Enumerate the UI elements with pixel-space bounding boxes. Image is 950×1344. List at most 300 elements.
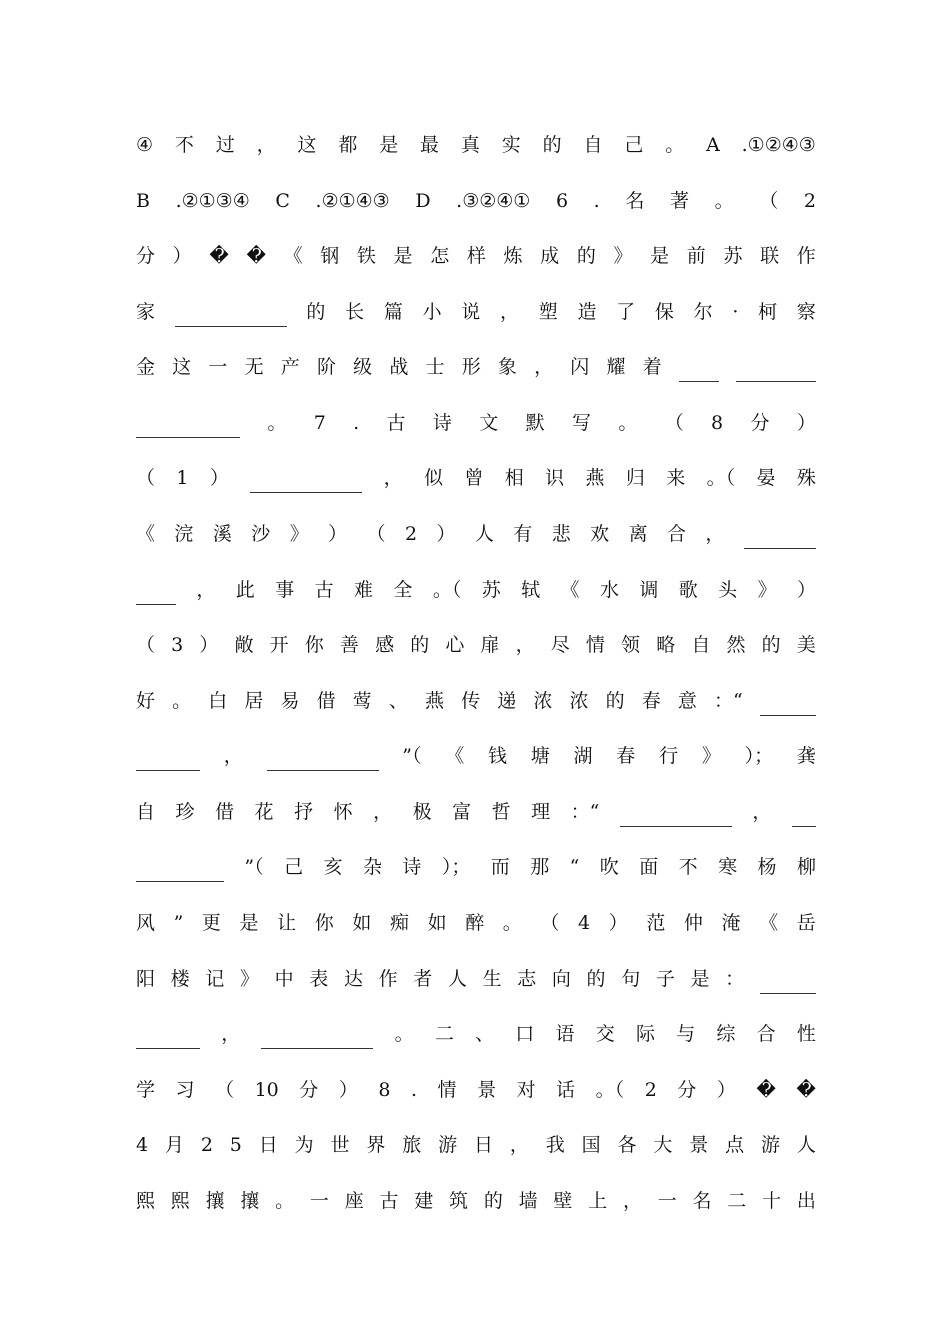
text-token: ） bbox=[172, 245, 192, 267]
text-token: 座 bbox=[344, 1190, 364, 1212]
text-token: 熙 bbox=[136, 1190, 156, 1212]
text-line-8 bbox=[136, 518, 816, 550]
text-token: 8 bbox=[711, 412, 724, 434]
text-token: 借 bbox=[215, 801, 235, 823]
text-token: 晏 bbox=[756, 467, 776, 489]
text-token: 塑 bbox=[538, 301, 558, 323]
text-token: 自 bbox=[691, 634, 711, 656]
text-line-4 bbox=[136, 296, 816, 328]
text-token: 是 bbox=[393, 245, 413, 267]
text-token: 《 bbox=[136, 523, 156, 545]
text-token: 尽 bbox=[550, 634, 570, 656]
text-line-12 bbox=[136, 740, 816, 772]
text-token: ：“ bbox=[570, 801, 600, 823]
text-token: 离 bbox=[628, 523, 648, 545]
text-token: 作 bbox=[796, 245, 816, 267]
text-token: 莺 bbox=[352, 690, 372, 712]
text-token: .②①④③ bbox=[315, 190, 390, 212]
text-token: 的 bbox=[542, 134, 562, 156]
text-token: （ bbox=[136, 467, 156, 489]
text-token: 成 bbox=[540, 245, 560, 267]
text-token: 子 bbox=[655, 968, 675, 990]
text-token: 燕 bbox=[585, 467, 605, 489]
text-token: 事 bbox=[275, 579, 295, 601]
text-token: 行 bbox=[659, 745, 679, 767]
text-token: 。（ bbox=[706, 467, 736, 489]
text-token: 分 bbox=[677, 1079, 697, 1101]
text-token: A bbox=[706, 134, 720, 156]
text-token: 理 bbox=[531, 801, 551, 823]
text-token: 。 bbox=[665, 134, 685, 156]
text-token: 吹 bbox=[599, 856, 619, 878]
text-token: 溪 bbox=[212, 523, 232, 545]
text-token: 4 bbox=[578, 912, 591, 934]
text-token: 。 bbox=[394, 1023, 414, 1045]
text-token: 苏 bbox=[723, 245, 743, 267]
text-token: 借 bbox=[316, 690, 336, 712]
text-token: 生 bbox=[482, 968, 502, 990]
text-token: 己 bbox=[624, 134, 644, 156]
text-token: 阶 bbox=[316, 356, 336, 378]
text-token: 象 bbox=[497, 356, 517, 378]
text-token: 难 bbox=[354, 579, 374, 601]
text-token: 不 bbox=[678, 856, 698, 878]
text-token: 为 bbox=[294, 1134, 314, 1156]
text-token: 交 bbox=[595, 1023, 615, 1045]
text-token: 调 bbox=[639, 579, 659, 601]
answer-blank bbox=[736, 361, 816, 382]
text-token: ， bbox=[705, 523, 725, 545]
text-token: 熙 bbox=[170, 1190, 190, 1212]
text-token: 性 bbox=[796, 1023, 816, 1045]
text-token: 》 bbox=[289, 523, 309, 545]
text-token: 。 bbox=[502, 912, 522, 934]
text-token: 哲 bbox=[491, 801, 511, 823]
text-token: 真 bbox=[460, 134, 480, 156]
text-token: ） bbox=[796, 579, 816, 601]
text-token: 景 bbox=[689, 1134, 709, 1156]
text-token: 8 bbox=[378, 1079, 391, 1101]
text-token: 苏 bbox=[481, 579, 501, 601]
text-token: ， bbox=[752, 801, 772, 823]
text-token: 着 bbox=[642, 356, 662, 378]
text-token: 造 bbox=[577, 301, 597, 323]
text-line-6 bbox=[136, 407, 816, 439]
text-token: ， bbox=[500, 301, 520, 323]
text-token: 出 bbox=[796, 1190, 816, 1212]
text-token: 诗 bbox=[402, 856, 422, 878]
text-token: 是 bbox=[690, 968, 710, 990]
text-token: 3 bbox=[171, 634, 184, 656]
text-token: 长 bbox=[345, 301, 365, 323]
text-token: 此 bbox=[235, 579, 255, 601]
text-token: 感 bbox=[375, 634, 395, 656]
text-token: 的 bbox=[761, 634, 781, 656]
answer-blank bbox=[136, 584, 176, 605]
text-token: 怀 bbox=[333, 801, 353, 823]
text-token: 识 bbox=[545, 467, 565, 489]
text-token: ） bbox=[796, 412, 816, 434]
text-token: 景 bbox=[477, 1079, 497, 1101]
text-token: 攘 bbox=[205, 1190, 225, 1212]
text-token: 而 bbox=[490, 856, 510, 878]
text-token: 痴 bbox=[389, 912, 409, 934]
text-token: 富 bbox=[452, 801, 472, 823]
text-token: ， bbox=[383, 467, 403, 489]
text-token: 。 bbox=[172, 690, 192, 712]
text-token: 燕 bbox=[425, 690, 445, 712]
text-token: ： bbox=[725, 968, 745, 990]
text-token: 似 bbox=[423, 467, 443, 489]
text-token: 《 bbox=[445, 745, 465, 767]
text-line-16 bbox=[136, 963, 816, 995]
answer-blank bbox=[261, 1028, 373, 1049]
text-token: 5 bbox=[229, 1134, 242, 1156]
text-token: 向 bbox=[551, 968, 571, 990]
text-line-17 bbox=[136, 1018, 816, 1050]
answer-blank bbox=[136, 861, 224, 882]
text-token: （ bbox=[540, 912, 560, 934]
text-token: .③②④① bbox=[456, 190, 531, 212]
text-token: 。 bbox=[275, 1190, 295, 1212]
text-token: 人 bbox=[447, 968, 467, 990]
text-token: 柯 bbox=[758, 301, 778, 323]
text-token: B bbox=[136, 190, 150, 212]
text-token: 攘 bbox=[240, 1190, 260, 1212]
text-line-1 bbox=[136, 129, 816, 161]
text-token: 合 bbox=[756, 1023, 776, 1045]
text-token: D bbox=[415, 190, 431, 212]
text-token: 杨 bbox=[757, 856, 777, 878]
text-token: （ bbox=[759, 190, 779, 212]
text-token: ） bbox=[436, 523, 456, 545]
text-token: � bbox=[209, 245, 229, 267]
text-token: 句 bbox=[621, 968, 641, 990]
text-token: ） bbox=[209, 467, 229, 489]
text-token: 月 bbox=[164, 1134, 184, 1156]
text-token: 古 bbox=[379, 1190, 399, 1212]
text-token: ） bbox=[338, 1079, 358, 1101]
answer-blank bbox=[620, 806, 732, 827]
text-line-3 bbox=[136, 240, 816, 272]
text-token: 炼 bbox=[503, 245, 523, 267]
text-token: . bbox=[410, 1079, 418, 1101]
text-token: 2 bbox=[404, 523, 418, 545]
text-token: C bbox=[275, 190, 290, 212]
text-token: 名 bbox=[625, 190, 645, 212]
text-token: 诗 bbox=[432, 412, 452, 434]
answer-blank bbox=[760, 695, 816, 716]
text-token: 产 bbox=[280, 356, 300, 378]
text-token: 的 bbox=[410, 634, 430, 656]
answer-blank bbox=[250, 472, 362, 493]
text-token: 岳 bbox=[796, 912, 816, 934]
text-token: 建 bbox=[414, 1190, 434, 1212]
text-token: 敞 bbox=[234, 634, 254, 656]
text-token: 湖 bbox=[573, 745, 593, 767]
answer-blank bbox=[744, 528, 816, 549]
text-token: 悲 bbox=[551, 523, 571, 545]
text-token: · bbox=[732, 301, 739, 323]
text-token: 级 bbox=[353, 356, 373, 378]
text-token: . bbox=[353, 412, 360, 434]
text-token: （ bbox=[136, 634, 156, 656]
text-token: 是 bbox=[379, 134, 399, 156]
text-token: 殊 bbox=[796, 467, 816, 489]
text-line-5 bbox=[136, 351, 816, 383]
text-token: 文 bbox=[479, 412, 499, 434]
text-token: ， bbox=[256, 134, 276, 156]
text-token: 各 bbox=[617, 1134, 637, 1156]
text-line-11 bbox=[136, 685, 816, 717]
text-token: 情 bbox=[437, 1079, 457, 1101]
text-token: 春 bbox=[641, 690, 661, 712]
text-token: ， bbox=[223, 745, 243, 767]
text-token: 尔 bbox=[693, 301, 713, 323]
text-token: 1 bbox=[176, 467, 189, 489]
text-token: 极 bbox=[412, 801, 432, 823]
text-token: 》 bbox=[239, 968, 259, 990]
text-token: 情 bbox=[585, 634, 605, 656]
text-token: 更 bbox=[201, 912, 221, 934]
text-token: 金 bbox=[136, 356, 156, 378]
text-token: 春 bbox=[616, 745, 636, 767]
text-token: ④ bbox=[136, 134, 154, 156]
text-token: 与 bbox=[676, 1023, 696, 1045]
text-token: � bbox=[796, 1079, 816, 1101]
text-token: 醉 bbox=[465, 912, 485, 934]
text-token: 界 bbox=[366, 1134, 386, 1156]
text-token: 大 bbox=[653, 1134, 673, 1156]
text-token: 》 bbox=[757, 579, 777, 601]
text-token: 世 bbox=[330, 1134, 350, 1156]
text-token: 作 bbox=[378, 968, 398, 990]
text-token: 游 bbox=[438, 1134, 458, 1156]
text-token: ） bbox=[199, 634, 219, 656]
text-token: 我 bbox=[545, 1134, 565, 1156]
text-token: 古 bbox=[314, 579, 334, 601]
text-token: 了 bbox=[616, 301, 636, 323]
text-token: 说 bbox=[461, 301, 481, 323]
text-token: 让 bbox=[277, 912, 297, 934]
answer-blank bbox=[792, 806, 816, 827]
text-token: 不 bbox=[174, 134, 194, 156]
text-token: ， bbox=[515, 634, 535, 656]
text-token: 归 bbox=[625, 467, 645, 489]
text-token: （ bbox=[664, 412, 684, 434]
text-token: 如 bbox=[352, 912, 372, 934]
answer-blank bbox=[136, 1028, 200, 1049]
answer-blank bbox=[679, 361, 719, 382]
text-token: 过 bbox=[215, 134, 235, 156]
text-token: 都 bbox=[338, 134, 358, 156]
text-token: 全 bbox=[393, 579, 413, 601]
text-token: 人 bbox=[474, 523, 494, 545]
text-token: 实 bbox=[501, 134, 521, 156]
text-token: ， bbox=[622, 1190, 642, 1212]
text-token: 学 bbox=[136, 1079, 156, 1101]
text-token: 分 bbox=[136, 245, 156, 267]
text-token: 风 bbox=[136, 912, 156, 934]
text-line-7 bbox=[136, 462, 816, 494]
text-token: 杂 bbox=[362, 856, 382, 878]
text-token: 10 bbox=[254, 1079, 279, 1101]
text-token: 白 bbox=[208, 690, 228, 712]
text-token: 这 bbox=[297, 134, 317, 156]
text-token: 你 bbox=[314, 912, 334, 934]
text-token: 抒 bbox=[294, 801, 314, 823]
text-token: 怎 bbox=[430, 245, 450, 267]
text-token: 如 bbox=[427, 912, 447, 934]
text-token: 人 bbox=[796, 1134, 816, 1156]
text-token: 美 bbox=[796, 634, 816, 656]
text-token: . bbox=[593, 190, 600, 212]
text-token: 表 bbox=[309, 968, 329, 990]
text-token: � bbox=[246, 245, 266, 267]
text-token: 上 bbox=[588, 1190, 608, 1212]
text-token: 范 bbox=[646, 912, 666, 934]
text-token: 沙 bbox=[251, 523, 271, 545]
text-token: 面 bbox=[639, 856, 659, 878]
text-token: 分 bbox=[750, 412, 770, 434]
text-token: 浓 bbox=[569, 690, 589, 712]
text-token: 阳 bbox=[136, 968, 156, 990]
text-token: 一 bbox=[309, 1190, 329, 1212]
text-token: .①②④③ bbox=[741, 134, 816, 156]
text-token: 《 bbox=[759, 912, 779, 934]
text-line-9 bbox=[136, 574, 816, 606]
text-token: 2 bbox=[200, 1134, 213, 1156]
text-token: .②①③④ bbox=[175, 190, 250, 212]
answer-blank bbox=[267, 750, 379, 771]
text-token: ”（ bbox=[402, 745, 422, 767]
text-token: ， bbox=[221, 1023, 241, 1045]
text-line-19 bbox=[136, 1129, 816, 1161]
text-token: 的 bbox=[306, 301, 326, 323]
text-token: 对 bbox=[516, 1079, 536, 1101]
text-token: 7 bbox=[313, 412, 326, 434]
text-line-10 bbox=[136, 629, 816, 661]
text-token: 那 bbox=[530, 856, 550, 878]
text-token: 。 bbox=[267, 412, 287, 434]
text-token: 旅 bbox=[402, 1134, 422, 1156]
text-token: 自 bbox=[583, 134, 603, 156]
text-token: 递 bbox=[497, 690, 517, 712]
text-token: 欢 bbox=[590, 523, 610, 545]
text-token: 志 bbox=[517, 968, 537, 990]
text-token: 心 bbox=[445, 634, 465, 656]
text-token: 扉 bbox=[480, 634, 500, 656]
text-token: 写 bbox=[571, 412, 591, 434]
text-token: 寒 bbox=[718, 856, 738, 878]
text-token: 水 bbox=[599, 579, 619, 601]
text-token: 花 bbox=[254, 801, 274, 823]
text-token: 珍 bbox=[175, 801, 195, 823]
text-token: 是 bbox=[650, 245, 670, 267]
text-token: 淹 bbox=[721, 912, 741, 934]
text-token: 士 bbox=[425, 356, 445, 378]
text-line-13 bbox=[136, 796, 816, 828]
text-token: 、 bbox=[475, 1023, 495, 1045]
text-token: 亥 bbox=[323, 856, 343, 878]
text-token: 筑 bbox=[449, 1190, 469, 1212]
text-token: 无 bbox=[244, 356, 264, 378]
answer-blank bbox=[175, 306, 287, 327]
text-token: 善 bbox=[339, 634, 359, 656]
text-token: 开 bbox=[269, 634, 289, 656]
text-token: 综 bbox=[716, 1023, 736, 1045]
text-token: 记 bbox=[205, 968, 225, 990]
text-token: 钢 bbox=[320, 245, 340, 267]
text-token: 名 bbox=[692, 1190, 712, 1212]
text-token: 前 bbox=[686, 245, 706, 267]
text-token: 小 bbox=[422, 301, 442, 323]
text-token: 有 bbox=[513, 523, 533, 545]
text-token: 浓 bbox=[533, 690, 553, 712]
text-token: 塘 bbox=[530, 745, 550, 767]
text-token: 口 bbox=[515, 1023, 535, 1045]
text-token: 头 bbox=[718, 579, 738, 601]
text-token: 话 bbox=[556, 1079, 576, 1101]
text-token: 这 bbox=[172, 356, 192, 378]
text-line-18 bbox=[136, 1074, 816, 1106]
text-token: 好 bbox=[136, 690, 156, 712]
text-token: 的 bbox=[576, 245, 596, 267]
text-token: ”（ bbox=[244, 856, 264, 878]
text-token: ， bbox=[373, 801, 393, 823]
text-line-14 bbox=[136, 851, 816, 883]
text-token: 耀 bbox=[606, 356, 626, 378]
text-line-2 bbox=[136, 185, 816, 217]
text-token: 闪 bbox=[570, 356, 590, 378]
text-token: 游 bbox=[760, 1134, 780, 1156]
text-token: ） bbox=[608, 912, 628, 934]
text-token: ） bbox=[328, 523, 348, 545]
answer-blank bbox=[136, 417, 240, 438]
text-token: 的 bbox=[483, 1190, 503, 1212]
text-token: 2 bbox=[644, 1079, 657, 1101]
text-token: � bbox=[756, 1079, 776, 1101]
text-token: 点 bbox=[725, 1134, 745, 1156]
text-token: 中 bbox=[274, 968, 294, 990]
text-token: （ bbox=[366, 523, 386, 545]
text-token: 》 bbox=[701, 745, 721, 767]
text-token: 样 bbox=[466, 245, 486, 267]
text-token: 的 bbox=[586, 968, 606, 990]
text-token: 战 bbox=[389, 356, 409, 378]
text-token: 领 bbox=[621, 634, 641, 656]
answer-blank bbox=[136, 750, 200, 771]
text-token: 墙 bbox=[518, 1190, 538, 1212]
text-token: 轼 bbox=[521, 579, 541, 601]
text-token: 二 bbox=[727, 1190, 747, 1212]
text-token: ） bbox=[716, 1079, 736, 1101]
text-token: 楼 bbox=[170, 968, 190, 990]
text-token: 2 bbox=[803, 190, 816, 212]
text-token: 习 bbox=[175, 1079, 195, 1101]
text-token: 《 bbox=[560, 579, 580, 601]
text-token: 日 bbox=[258, 1134, 278, 1156]
text-token: 一 bbox=[657, 1190, 677, 1212]
text-token: 柳 bbox=[796, 856, 816, 878]
text-token: 6 bbox=[555, 190, 569, 212]
text-token: 二 bbox=[434, 1023, 454, 1045]
text-token: ” bbox=[173, 912, 184, 934]
text-token: 是 bbox=[239, 912, 259, 934]
text-token: 默 bbox=[525, 412, 545, 434]
text-token: 钱 bbox=[488, 745, 508, 767]
text-token: 联 bbox=[760, 245, 780, 267]
